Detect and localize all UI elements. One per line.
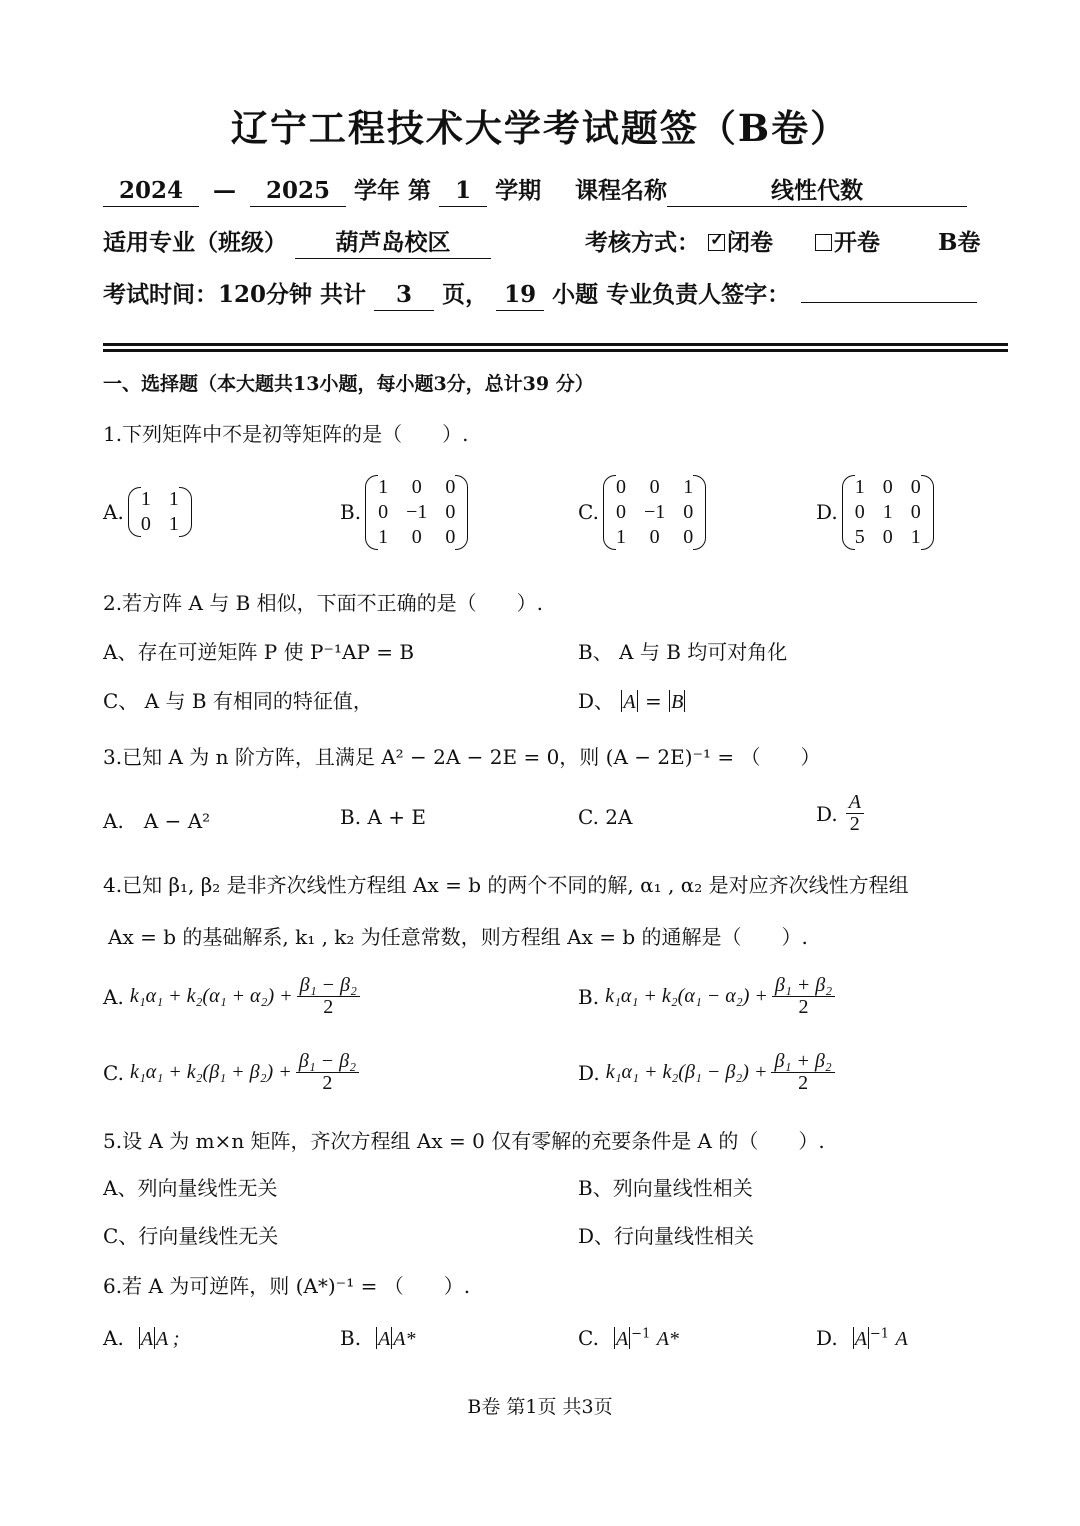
question-3-stem: 3.已知 A 为 n 阶方阵，且满足 A² − 2A − 2E = 0，则 (A − 2E)⁻¹ = （ ） (103, 745, 821, 769)
question-4-stem-line1: 4.已知 β₁, β₂ 是非齐次线性方程组 Ax = b 的两个不同的解, α₁ , α₂ 是对应齐次线性方程组 (103, 873, 909, 897)
section-heading: 一、选择题（本大题共13小题，每小题3分，总计39 分） (103, 373, 594, 395)
question-5-stem: 5.设 A 为 m×n 矩阵，齐次方程组 Ax = 0 仅有零解的充要条件是 A 的（ ）. (103, 1129, 825, 1153)
mode-label: 考核方式： (585, 229, 700, 256)
q4-option-a: A. k₁α₁ + k₂(α₁ + α₂) + $\frac{\text{β₁ − β₂}}{2}$ (103, 975, 360, 1018)
closed-book-label: 闭卷 (727, 229, 774, 256)
q2-option-c: C、 A 与 B 有相同的特征值， (103, 689, 373, 713)
year-dash: — (213, 177, 237, 204)
course-line (575, 172, 967, 207)
term-number: 1 (439, 176, 487, 207)
page-footer: B卷 第1页 共3页 (467, 1396, 613, 1418)
page-count: 3 (374, 280, 434, 311)
q3-option-a: A. A − A² (103, 809, 211, 833)
q2-option-b: B、 A 与 B 均可对角化 (578, 640, 788, 664)
q1-b-matrix: 1 0 0 0 −1 0 1 0 0 (369, 475, 464, 550)
term-label: 学期 (495, 177, 542, 204)
signature-blank (801, 302, 977, 303)
q1-c-matrix: 0 0 1 0 −1 0 1 0 0 (607, 475, 702, 550)
question-2-stem: 2.若方阵 A 与 B 相似，下面不正确的是（ ）. (103, 591, 544, 615)
open-book-label: 开卷 (834, 229, 881, 256)
course-label: 课程名称 (575, 177, 667, 204)
q3-d-fraction: $\frac{A}{2}$ (846, 792, 864, 835)
header-rule-bottom (103, 349, 1008, 352)
question-4-stem-line2: Ax = b 的基础解系, k₁ , k₂ 为任意常数，则方程组 Ax = b 的通解是（ ）. (108, 925, 808, 949)
open-book-checkbox (815, 234, 832, 251)
questions-label: 小题 专业负责人签字： (552, 281, 791, 308)
q2-d-left: A (623, 691, 636, 713)
q1-b-label: B. (340, 500, 362, 524)
q1-a-matrix: 1 1 0 1 (132, 487, 188, 537)
year-label: 学年 第 (354, 177, 432, 204)
q4-option-d: D. k₁α₁ + k₂(β₁ − β₂) + $\frac{\text{β₁ + β₂}}{2}$ (578, 1051, 835, 1094)
q5-option-d: D、行向量线性相关 (578, 1224, 755, 1248)
q6-option-b: B. A A* (340, 1326, 416, 1350)
q3-d-label: D. (816, 801, 838, 826)
term-line (103, 172, 541, 207)
q2-d-label: D、 (578, 689, 615, 713)
q3-option-b: B. A + E (340, 805, 426, 829)
time-line (103, 276, 790, 311)
major-line (103, 224, 491, 259)
q1-d-matrix: 1 0 0 0 1 0 5 0 1 (846, 475, 930, 550)
q5-option-b: B、列向量线性相关 (578, 1176, 753, 1200)
q2-option-a: A、存在可逆矩阵 P 使 P⁻¹AP = B (103, 640, 415, 664)
year-end: 2025 (250, 176, 346, 207)
year-start: 2024 (103, 176, 199, 207)
q1-option-d (816, 462, 930, 562)
q1-option-c (578, 462, 702, 562)
q4-option-b: B. k₁α₁ + k₂(α₁ − α₂) + $\frac{\text{β₁ + β₂}}{2}$ (578, 975, 835, 1018)
q1-option-b (340, 462, 464, 562)
q5-option-c: C、行向量线性无关 (103, 1224, 279, 1248)
q1-option-a (103, 480, 188, 544)
q2-option-d (578, 685, 686, 714)
time-label: 考试时间：120分钟 共计 (103, 281, 367, 308)
major-label: 适用专业（班级） (103, 229, 287, 256)
question-1-stem: 1.下列矩阵中不是初等矩阵的是（ ）. (103, 422, 469, 446)
closed-book-checkbox (708, 234, 725, 251)
question-count: 19 (496, 280, 544, 311)
major-value: 葫芦岛校区 (295, 228, 491, 259)
header-rule-top (103, 343, 1008, 346)
exam-mode (585, 224, 880, 257)
q1-d-label: D. (816, 500, 838, 524)
q5-option-a: A、列向量线性无关 (103, 1176, 278, 1200)
q1-a-label: A. (103, 500, 124, 524)
q3-option-d (816, 792, 864, 835)
q6-option-d: D. A $^{-1}$ A (816, 1326, 908, 1350)
q2-d-right: B (671, 691, 684, 713)
q3-option-c: C. 2A (578, 805, 633, 829)
pages-label: 页， (442, 281, 489, 308)
q4-option-c: C. k₁α₁ + k₂(β₁ + β₂) + $\frac{\text{β₁ − β₂}}{2}$ (103, 1051, 359, 1094)
paper-type: B卷 (938, 229, 981, 256)
q6-option-c: C. A $^{-1}$ A* (578, 1326, 679, 1350)
q1-c-label: C. (578, 500, 599, 524)
course-name: 线性代数 (667, 176, 967, 207)
exam-title: 辽宁工程技术大学考试题签（B卷） (230, 106, 850, 150)
q6-option-a: A. A A ; (103, 1326, 180, 1350)
q2-d-eq: = (644, 689, 662, 713)
question-6-stem: 6.若 A 为可逆阵，则 (A*)⁻¹ = （ ）. (103, 1274, 471, 1298)
